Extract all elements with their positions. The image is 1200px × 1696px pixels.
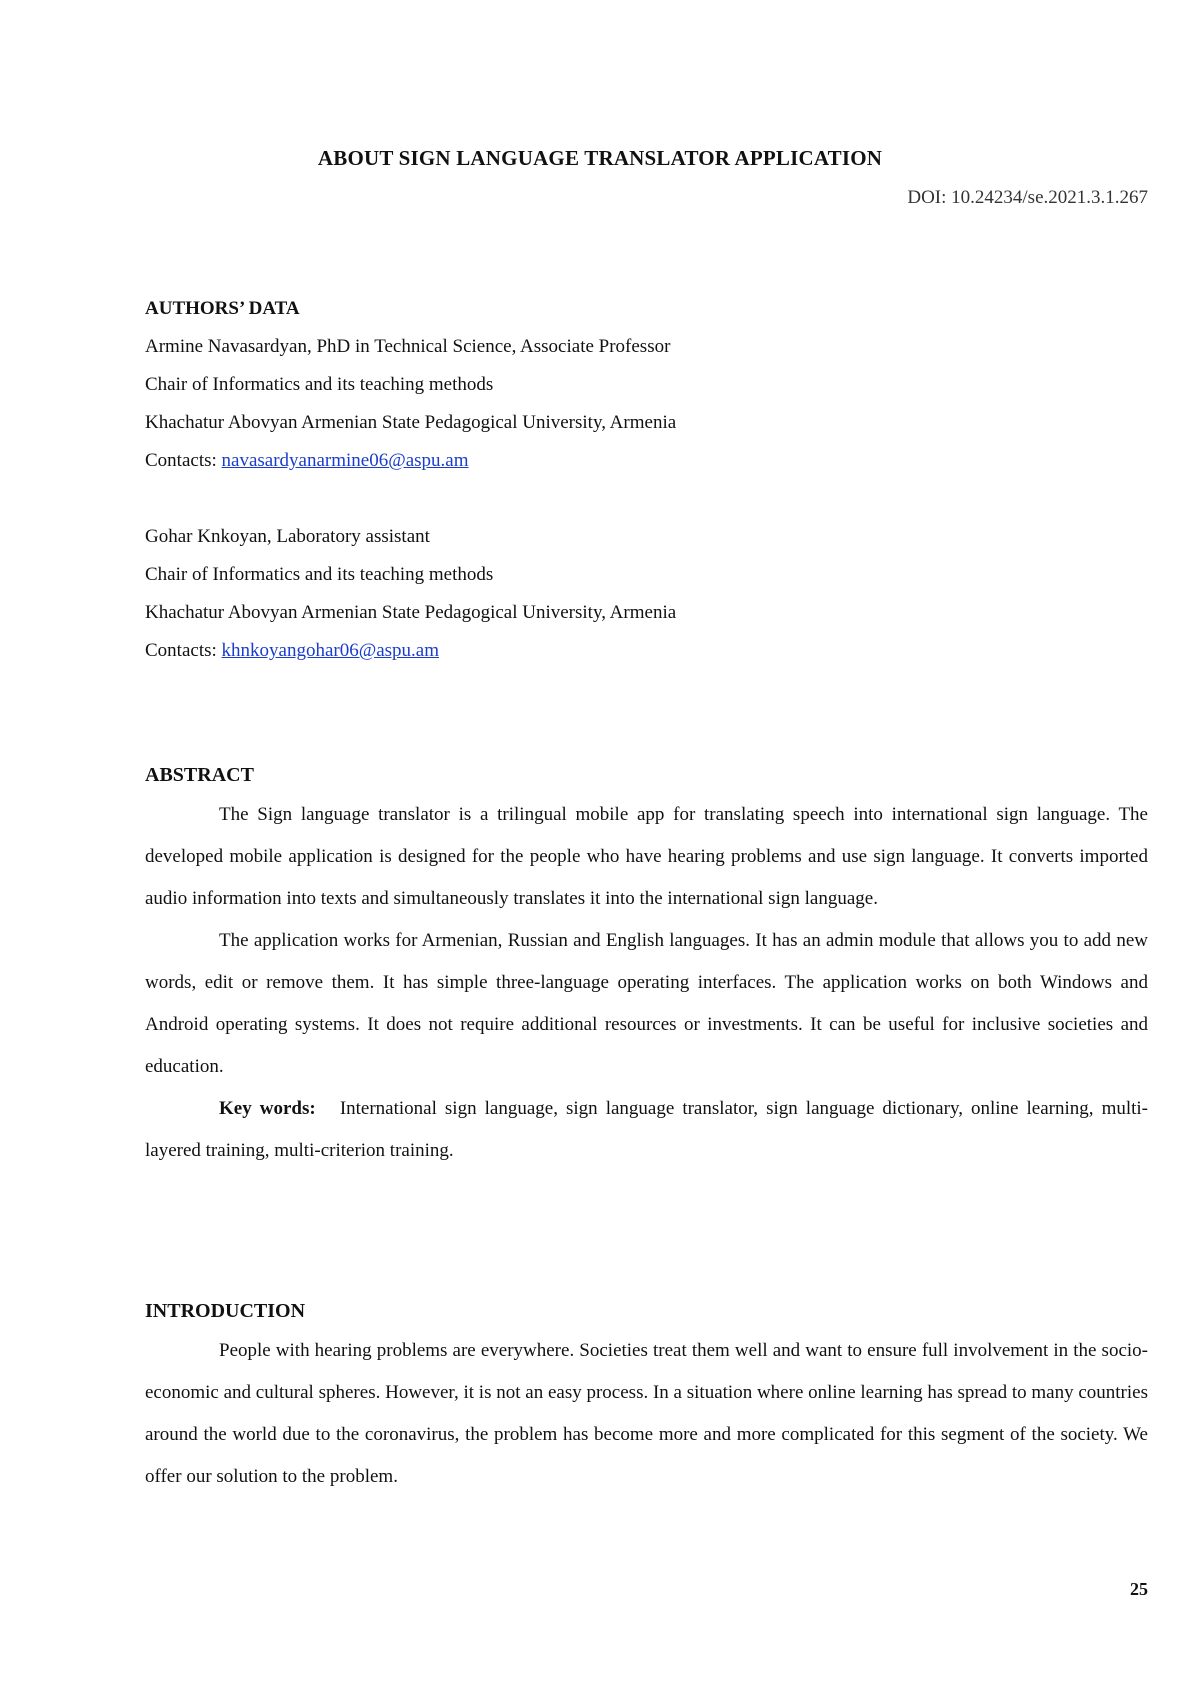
paper-title: ABOUT SIGN LANGUAGE TRANSLATOR APPLICATION bbox=[317, 146, 883, 170]
keywords-paragraph bbox=[145, 1088, 1148, 1172]
introduction-section bbox=[145, 1292, 1148, 1498]
authors-section bbox=[145, 290, 1148, 670]
author-1-email-link[interactable]: navasardyanarmine06@aspu.am bbox=[221, 450, 469, 471]
author-2-chair: Chair of Informatics and its teaching methods bbox=[145, 564, 494, 585]
author-1-name: Armine Navasardyan, PhD in Technical Science, Associate Professor bbox=[145, 336, 671, 357]
author-1-university: Khachatur Abovyan Armenian State Pedagogical University, Armenia bbox=[145, 412, 677, 433]
abstract-paragraph-1: The Sign language translator is a trilingual mobile app for translating speech into international sign language. The developed mobile application is designed for the people who have hearing problems and use sign language. It converts imported audio information into texts and simultaneously translates it into the international sign language. bbox=[145, 804, 1148, 909]
author-1-contacts bbox=[145, 442, 1148, 480]
abstract-paragraph-2: The application works for Armenian, Russian and English languages. It has an admin module that allows you to add new words, edit or remove them. It has simple three-language operating interfaces. The application works on both Windows and Android operating systems. It does not require additional resources or investments. It can be useful for inclusive societies and education. bbox=[145, 930, 1148, 1077]
introduction-heading: INTRODUCTION bbox=[145, 1300, 306, 1322]
author-2-name: Gohar Knkoyan, Laboratory assistant bbox=[145, 526, 430, 547]
page-number: 25 bbox=[1130, 1579, 1148, 1599]
abstract-section bbox=[145, 756, 1148, 1172]
author-1-chair: Chair of Informatics and its teaching methods bbox=[145, 374, 494, 395]
introduction-paragraph: People with hearing problems are everywhere. Societies treat them well and want to ensure full involvement in the socio-economic and cultural spheres. However, it is not an easy process. In a situation where online learning has spread to many countries around the world due to the coronavirus, the problem has become more and more complicated for this segment of the society. We offer our solution to the problem. bbox=[145, 1340, 1148, 1487]
author-2-email-link[interactable]: khnkoyangohar06@aspu.am bbox=[221, 640, 440, 661]
keywords-text: International sign language, sign language translator, sign language dictionary, online learning, multi-layered training, multi-criterion training. bbox=[145, 1098, 1149, 1161]
authors-gap bbox=[145, 480, 1148, 518]
abstract-heading: ABSTRACT bbox=[145, 764, 254, 786]
author-2-university: Khachatur Abovyan Armenian State Pedagogical University, Armenia bbox=[145, 602, 677, 623]
authors-heading: AUTHORS’ DATA bbox=[145, 298, 300, 319]
keywords-label: Key words: bbox=[219, 1098, 316, 1119]
author-2-contacts-label: Contacts: bbox=[145, 640, 222, 661]
author-1-contacts-label: Contacts: bbox=[145, 450, 222, 471]
doi-label: DOI: 10.24234/se.2021.3.1.267 bbox=[907, 187, 1148, 208]
author-2-contacts bbox=[145, 632, 1148, 670]
